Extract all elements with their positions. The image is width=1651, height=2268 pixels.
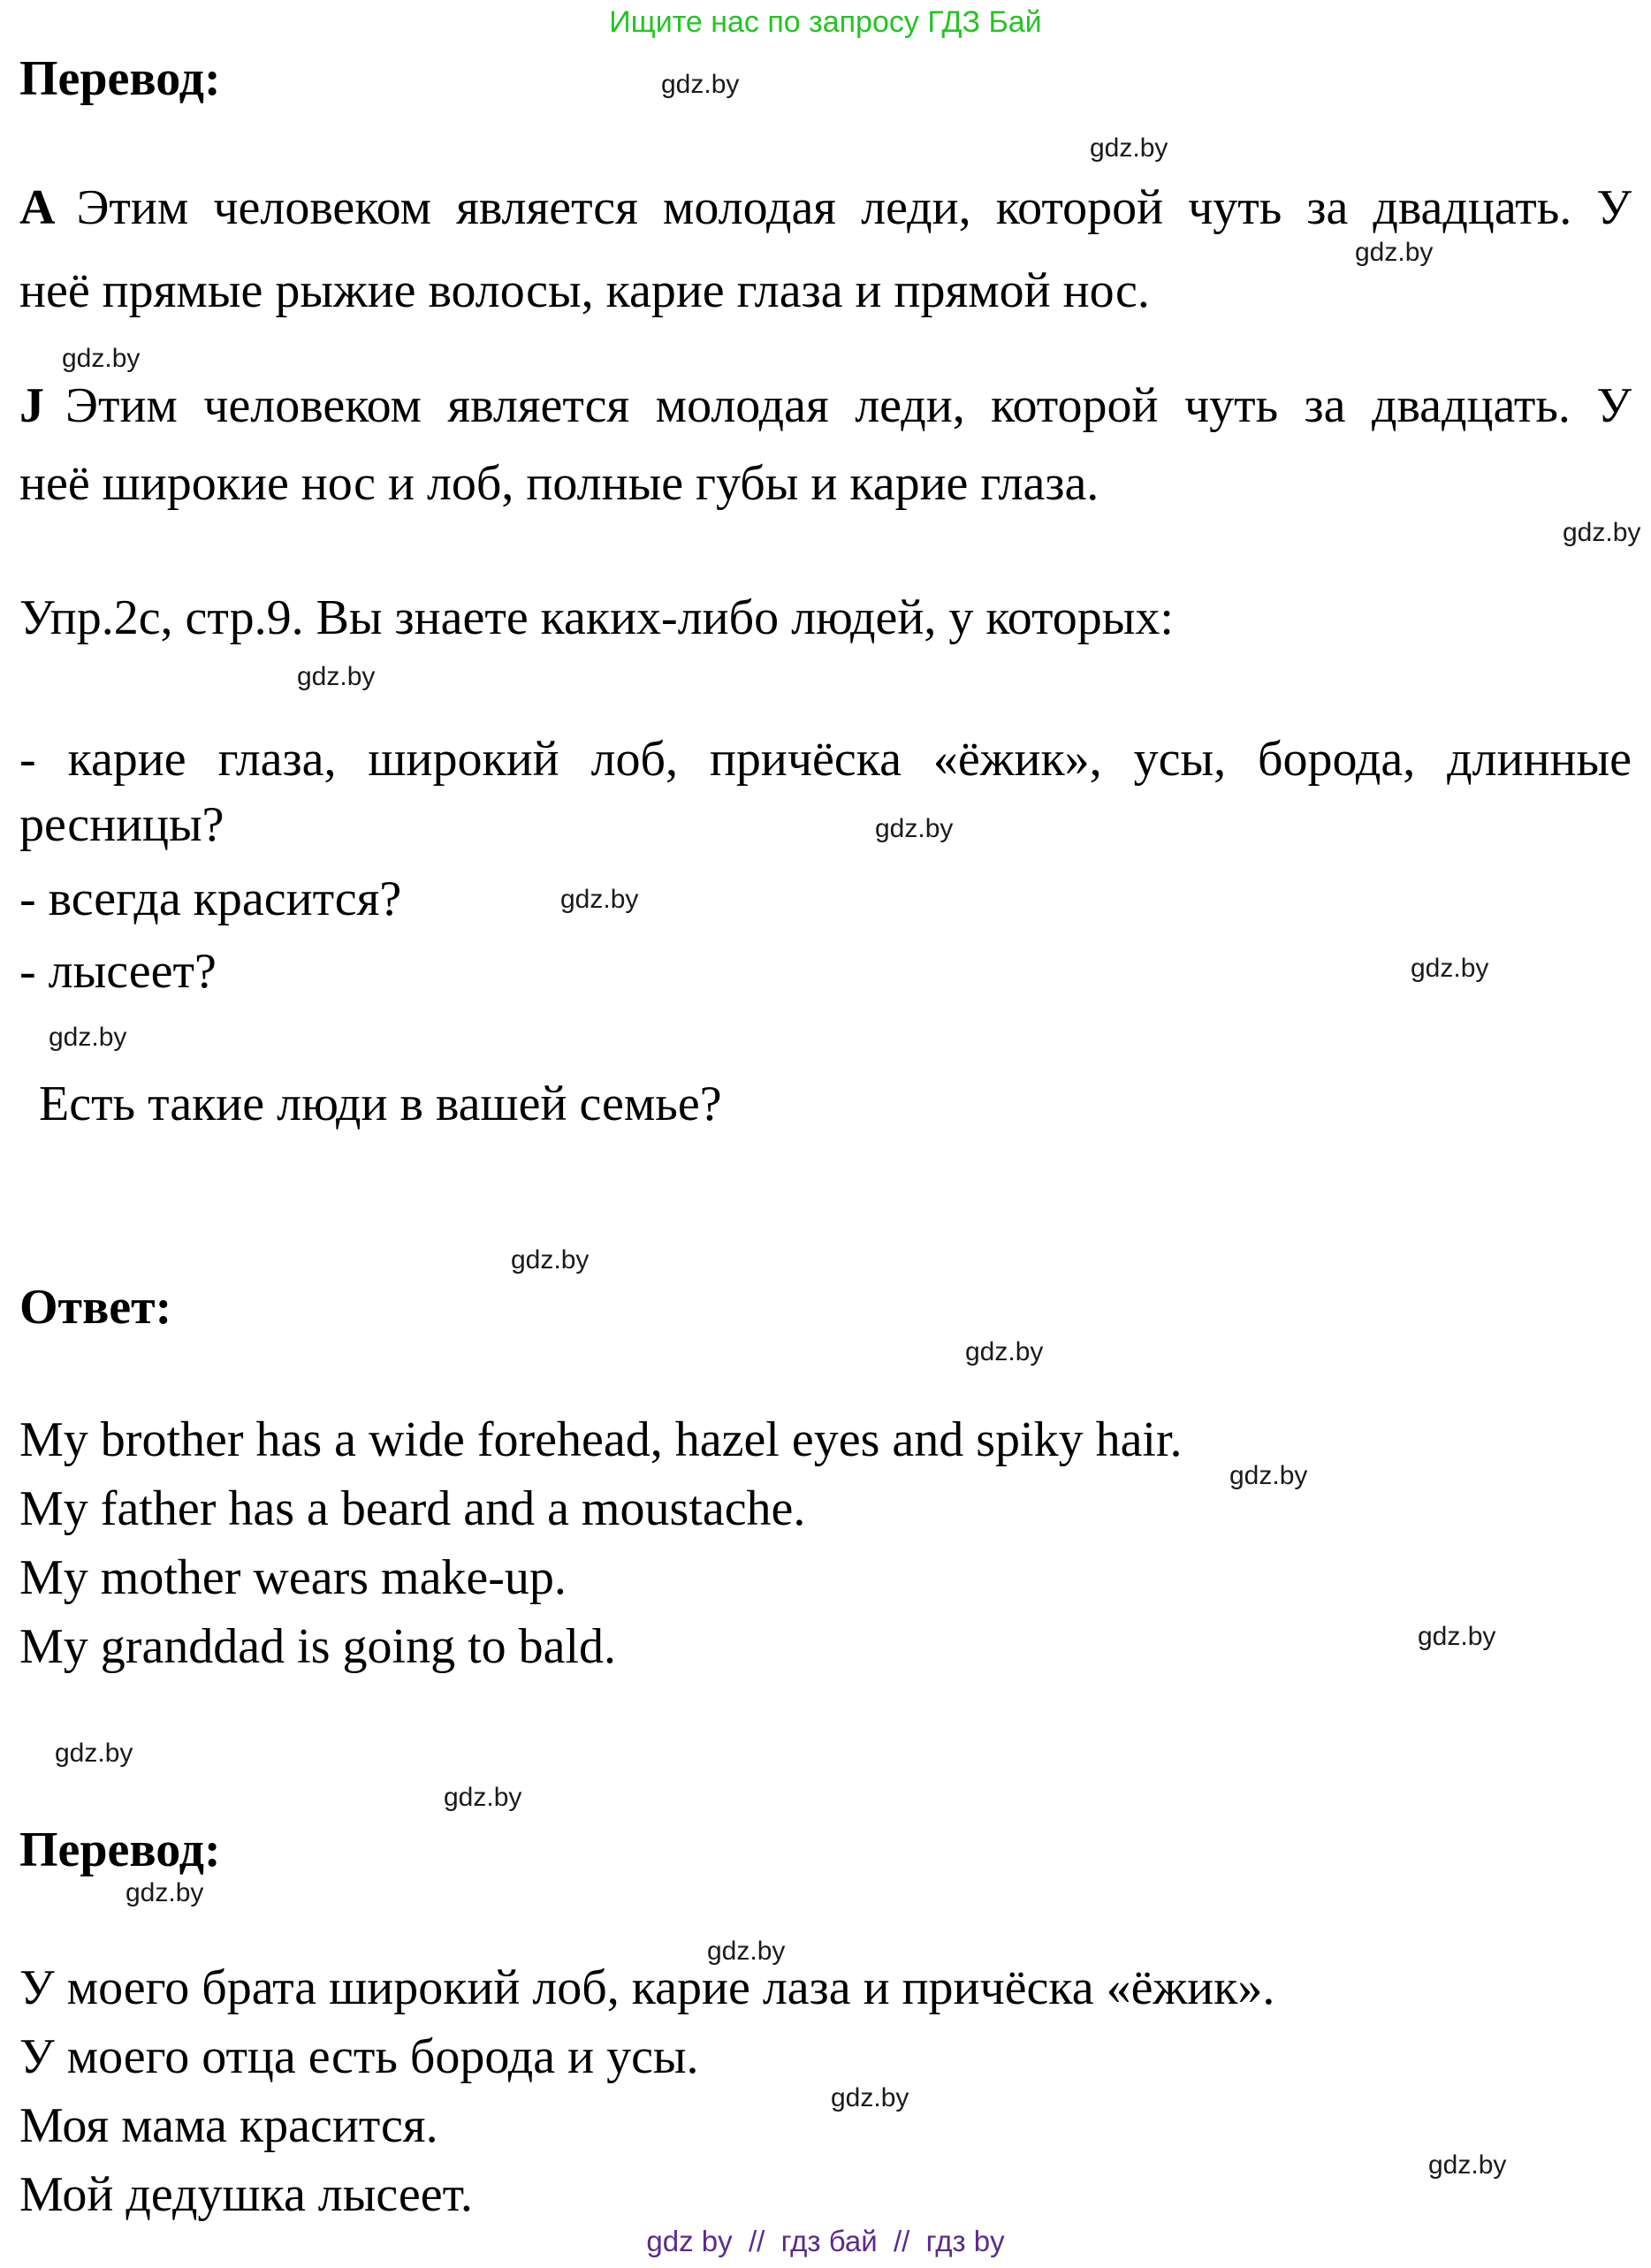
answer-ru-line-3: Моя мама красится. bbox=[19, 2098, 438, 2153]
paragraph-a-line-2: неё прямые рыжие волосы, карие глаза и прямой нос. bbox=[19, 263, 1150, 318]
heading-otvet: Ответ: bbox=[19, 1280, 172, 1335]
watermark-gdzby: gdz.by bbox=[55, 1739, 133, 1768]
paragraph-j-text-1: Этим человеком является молодая леди, которой чуть за двадцать. У bbox=[65, 378, 1632, 433]
answer-en-line-4: My granddad is going to bald. bbox=[19, 1619, 617, 1674]
question-4: Есть такие люди в вашей семье? bbox=[39, 1077, 722, 1131]
question-1-line-1: - карие глаза, широкий лоб, причёска «ёжик», усы, борода, длинные bbox=[19, 732, 1632, 787]
answer-ru-line-4: Мой дедушка лысеет. bbox=[19, 2167, 473, 2222]
answer-ru-line-1: У моего брата широкий лоб, карие лаза и причёска «ёжик». bbox=[19, 1960, 1275, 2015]
paragraph-j-line-2: неё широкие нос и лоб, полные губы и карие глаза. bbox=[19, 456, 1099, 511]
question-1-line-2: ресницы? bbox=[19, 797, 224, 852]
watermark-gdzby: gdz.by bbox=[511, 1245, 590, 1275]
watermark-gdzby: gdz.by bbox=[444, 1783, 522, 1812]
watermark-gdzby: gdz.by bbox=[1428, 2150, 1507, 2180]
paragraph-a-text-1: Этим человеком является молодая леди, которой чуть за двадцать. У bbox=[76, 180, 1632, 235]
watermark-gdzby: gdz.by bbox=[297, 662, 376, 691]
question-2: - всегда красится? bbox=[19, 871, 402, 926]
answer-en-line-3: My mother wears make-up. bbox=[19, 1550, 567, 1605]
heading-perevod-2: Перевод: bbox=[19, 1823, 221, 1877]
exercise-title: Упр.2c, стр.9. Вы знаете каких-либо людей, у которых: bbox=[19, 590, 1174, 645]
heading-perevod-1: Перевод: bbox=[19, 51, 221, 106]
watermark-gdzby: gdz.by bbox=[126, 1878, 204, 1907]
watermark-gdzby: gdz.by bbox=[1418, 1622, 1496, 1651]
paragraph-a-line-1 bbox=[19, 179, 1632, 237]
watermark-gdzby: gdz.by bbox=[661, 70, 740, 99]
watermark-gdzby: gdz.by bbox=[831, 2083, 909, 2112]
watermark-gdzby: gdz.by bbox=[560, 885, 639, 914]
watermark-gdzby: gdz.by bbox=[1229, 1461, 1308, 1490]
watermark-gdzby: gdz.by bbox=[49, 1023, 127, 1052]
top-banner-text: Ищите нас по запросу ГДЗ Бай bbox=[609, 5, 1042, 39]
watermark-gdzby: gdz.by bbox=[707, 1937, 786, 1966]
watermark-gdzby: gdz.by bbox=[1090, 133, 1168, 163]
watermark-gdzby: gdz.by bbox=[1355, 238, 1434, 267]
watermark-gdzby: gdz.by bbox=[1411, 954, 1489, 983]
paragraph-j-label: J bbox=[19, 378, 44, 433]
answer-en-line-2: My father has a beard and a moustache. bbox=[19, 1481, 806, 1536]
question-3: - лысеет? bbox=[19, 944, 217, 999]
answer-en-line-1: My brother has a wide forehead, hazel eyes and spiky hair. bbox=[19, 1412, 1183, 1467]
watermark-gdzby: gdz.by bbox=[965, 1337, 1044, 1366]
footer-text: gdz by // гдз бай // гдз by bbox=[646, 2225, 1005, 2257]
answer-ru-line-2: У моего отца есть борода и усы. bbox=[19, 2029, 699, 2084]
watermark-gdzby: gdz.by bbox=[875, 814, 954, 843]
watermark-gdzby: gdz.by bbox=[62, 344, 141, 373]
paragraph-j-line-1 bbox=[19, 377, 1632, 435]
paragraph-a-label: А bbox=[19, 180, 56, 235]
watermark-gdzby: gdz.by bbox=[1563, 518, 1641, 547]
